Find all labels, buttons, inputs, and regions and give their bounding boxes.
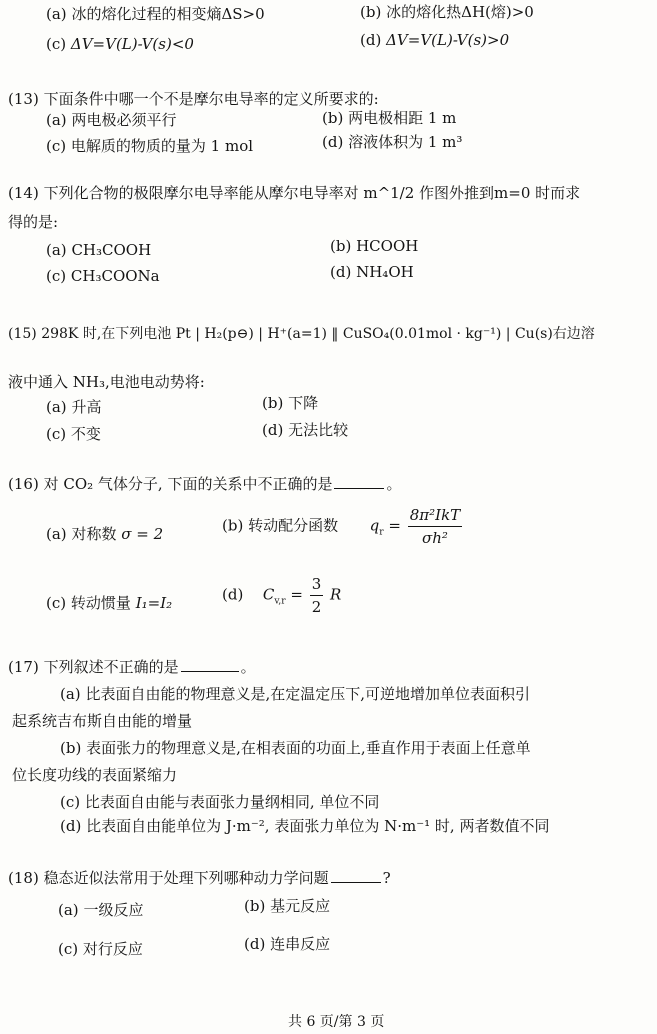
q14-option-a: (a) CH₃COOH bbox=[46, 241, 152, 259]
q15-stem-line2: 液中通入 NH₃,电池电动势将: bbox=[8, 373, 205, 391]
q12-option-a: (a) 冰的熔化过程的相变熵ΔS>0 bbox=[46, 5, 265, 23]
q16-option-a: (a) 对称数 σ = 2 bbox=[46, 525, 164, 543]
q18-option-b: (b) 基元反应 bbox=[244, 897, 331, 915]
q18-option-d: (d) 连串反应 bbox=[244, 935, 331, 953]
q16-stem: (16) 对 CO₂ 气体分子, 下面的关系中不正确的是 。 bbox=[8, 475, 402, 493]
q14-stem-line2: 得的是: bbox=[8, 213, 59, 231]
q12-option-d: (d) ΔV=V(L)-V(s)>0 bbox=[360, 31, 510, 49]
q14-option-c: (c) CH₃COONa bbox=[46, 267, 160, 285]
q18-option-c: (c) 对行反应 bbox=[58, 940, 143, 958]
q18-answer-blank bbox=[331, 882, 381, 883]
q16-heat-capacity-fraction: $\frac{3}{2}$ bbox=[311, 575, 322, 616]
page-footer: 共 6 页/第 3 页 bbox=[288, 1014, 385, 1030]
q14-stem-line1: (14) 下列化合物的极限摩尔电导率能从摩尔电导率对 m^1/2 作图外推到m=0 时而求 bbox=[8, 184, 581, 202]
q13-option-b: (b) 两电极相距 1 m bbox=[322, 109, 457, 127]
q15-option-c: (c) 不变 bbox=[46, 425, 101, 443]
q13-stem: (13) 下面条件中哪一个不是摩尔电导率的定义所要求的: bbox=[8, 90, 379, 108]
q17-option-b-line1: (b) 表面张力的物理意义是,在相表面的功面上,垂直作用于表面上任意单 bbox=[60, 739, 531, 757]
q17-answer-blank bbox=[181, 671, 239, 672]
q17-option-a-line2: 起系统吉布斯自由能的增量 bbox=[12, 712, 193, 730]
q16-rotational-partition-fraction: $\frac{\text{8π²IkT}}{\text{σh²}}$ bbox=[409, 506, 461, 547]
q17-option-c: (c) 比表面自由能与表面张力量纲相同, 单位不同 bbox=[60, 793, 380, 811]
q16-answer-blank bbox=[334, 488, 384, 489]
q13-option-a: (a) 两电极必须平行 bbox=[46, 111, 177, 129]
q15-option-a: (a) 升高 bbox=[46, 398, 102, 416]
q16-option-b: (b) 转动配分函数 $q_r$ = $\frac{\text{8π²IkT}}{\text{σh²}}$ bbox=[222, 506, 461, 547]
q14-option-d: (d) NH₄OH bbox=[330, 263, 414, 281]
q17-option-a-line1: (a) 比表面自由能的物理意义是,在定温定压下,可逆地增加单位表面积引 bbox=[60, 685, 530, 703]
q16-option-d: (d) $C_{v,r}$ = $\frac{3}{2}$ R bbox=[222, 575, 342, 616]
q14-option-b: (b) HCOOH bbox=[330, 237, 419, 255]
q17-option-d: (d) 比表面自由能单位为 J·m⁻², 表面张力单位为 N·m⁻¹ 时, 两者数值不同 bbox=[60, 817, 550, 835]
q15-stem-line1: (15) 298K 时,在下列电池 Pt | H₂(p⊖) | H⁺(a=1) ‖ CuSO₄(0.01mol · kg⁻¹) | Cu(s)右边溶 bbox=[8, 326, 595, 342]
q17-option-b-line2: 位长度功线的表面紧缩力 bbox=[12, 766, 178, 784]
q12-option-c: (c) ΔV=V(L)-V(s)<0 bbox=[46, 35, 194, 53]
q18-stem: (18) 稳态近似法常用于处理下列哪种动力学问题 ? bbox=[8, 869, 391, 887]
q15-option-b: (b) 下降 bbox=[262, 394, 319, 412]
q13-option-c: (c) 电解质的物质的量为 1 mol bbox=[46, 137, 254, 155]
q12-option-b: (b) 冰的熔化热ΔH(熔)>0 bbox=[360, 3, 534, 21]
q15-option-d: (d) 无法比较 bbox=[262, 421, 349, 439]
q17-stem: (17) 下列叙述不正确的是 。 bbox=[8, 658, 256, 676]
q18-option-a: (a) 一级反应 bbox=[58, 901, 144, 919]
q16-option-c: (c) 转动惯量 I₁=I₂ bbox=[46, 594, 173, 612]
q13-option-d: (d) 溶液体积为 1 m³ bbox=[322, 133, 463, 151]
